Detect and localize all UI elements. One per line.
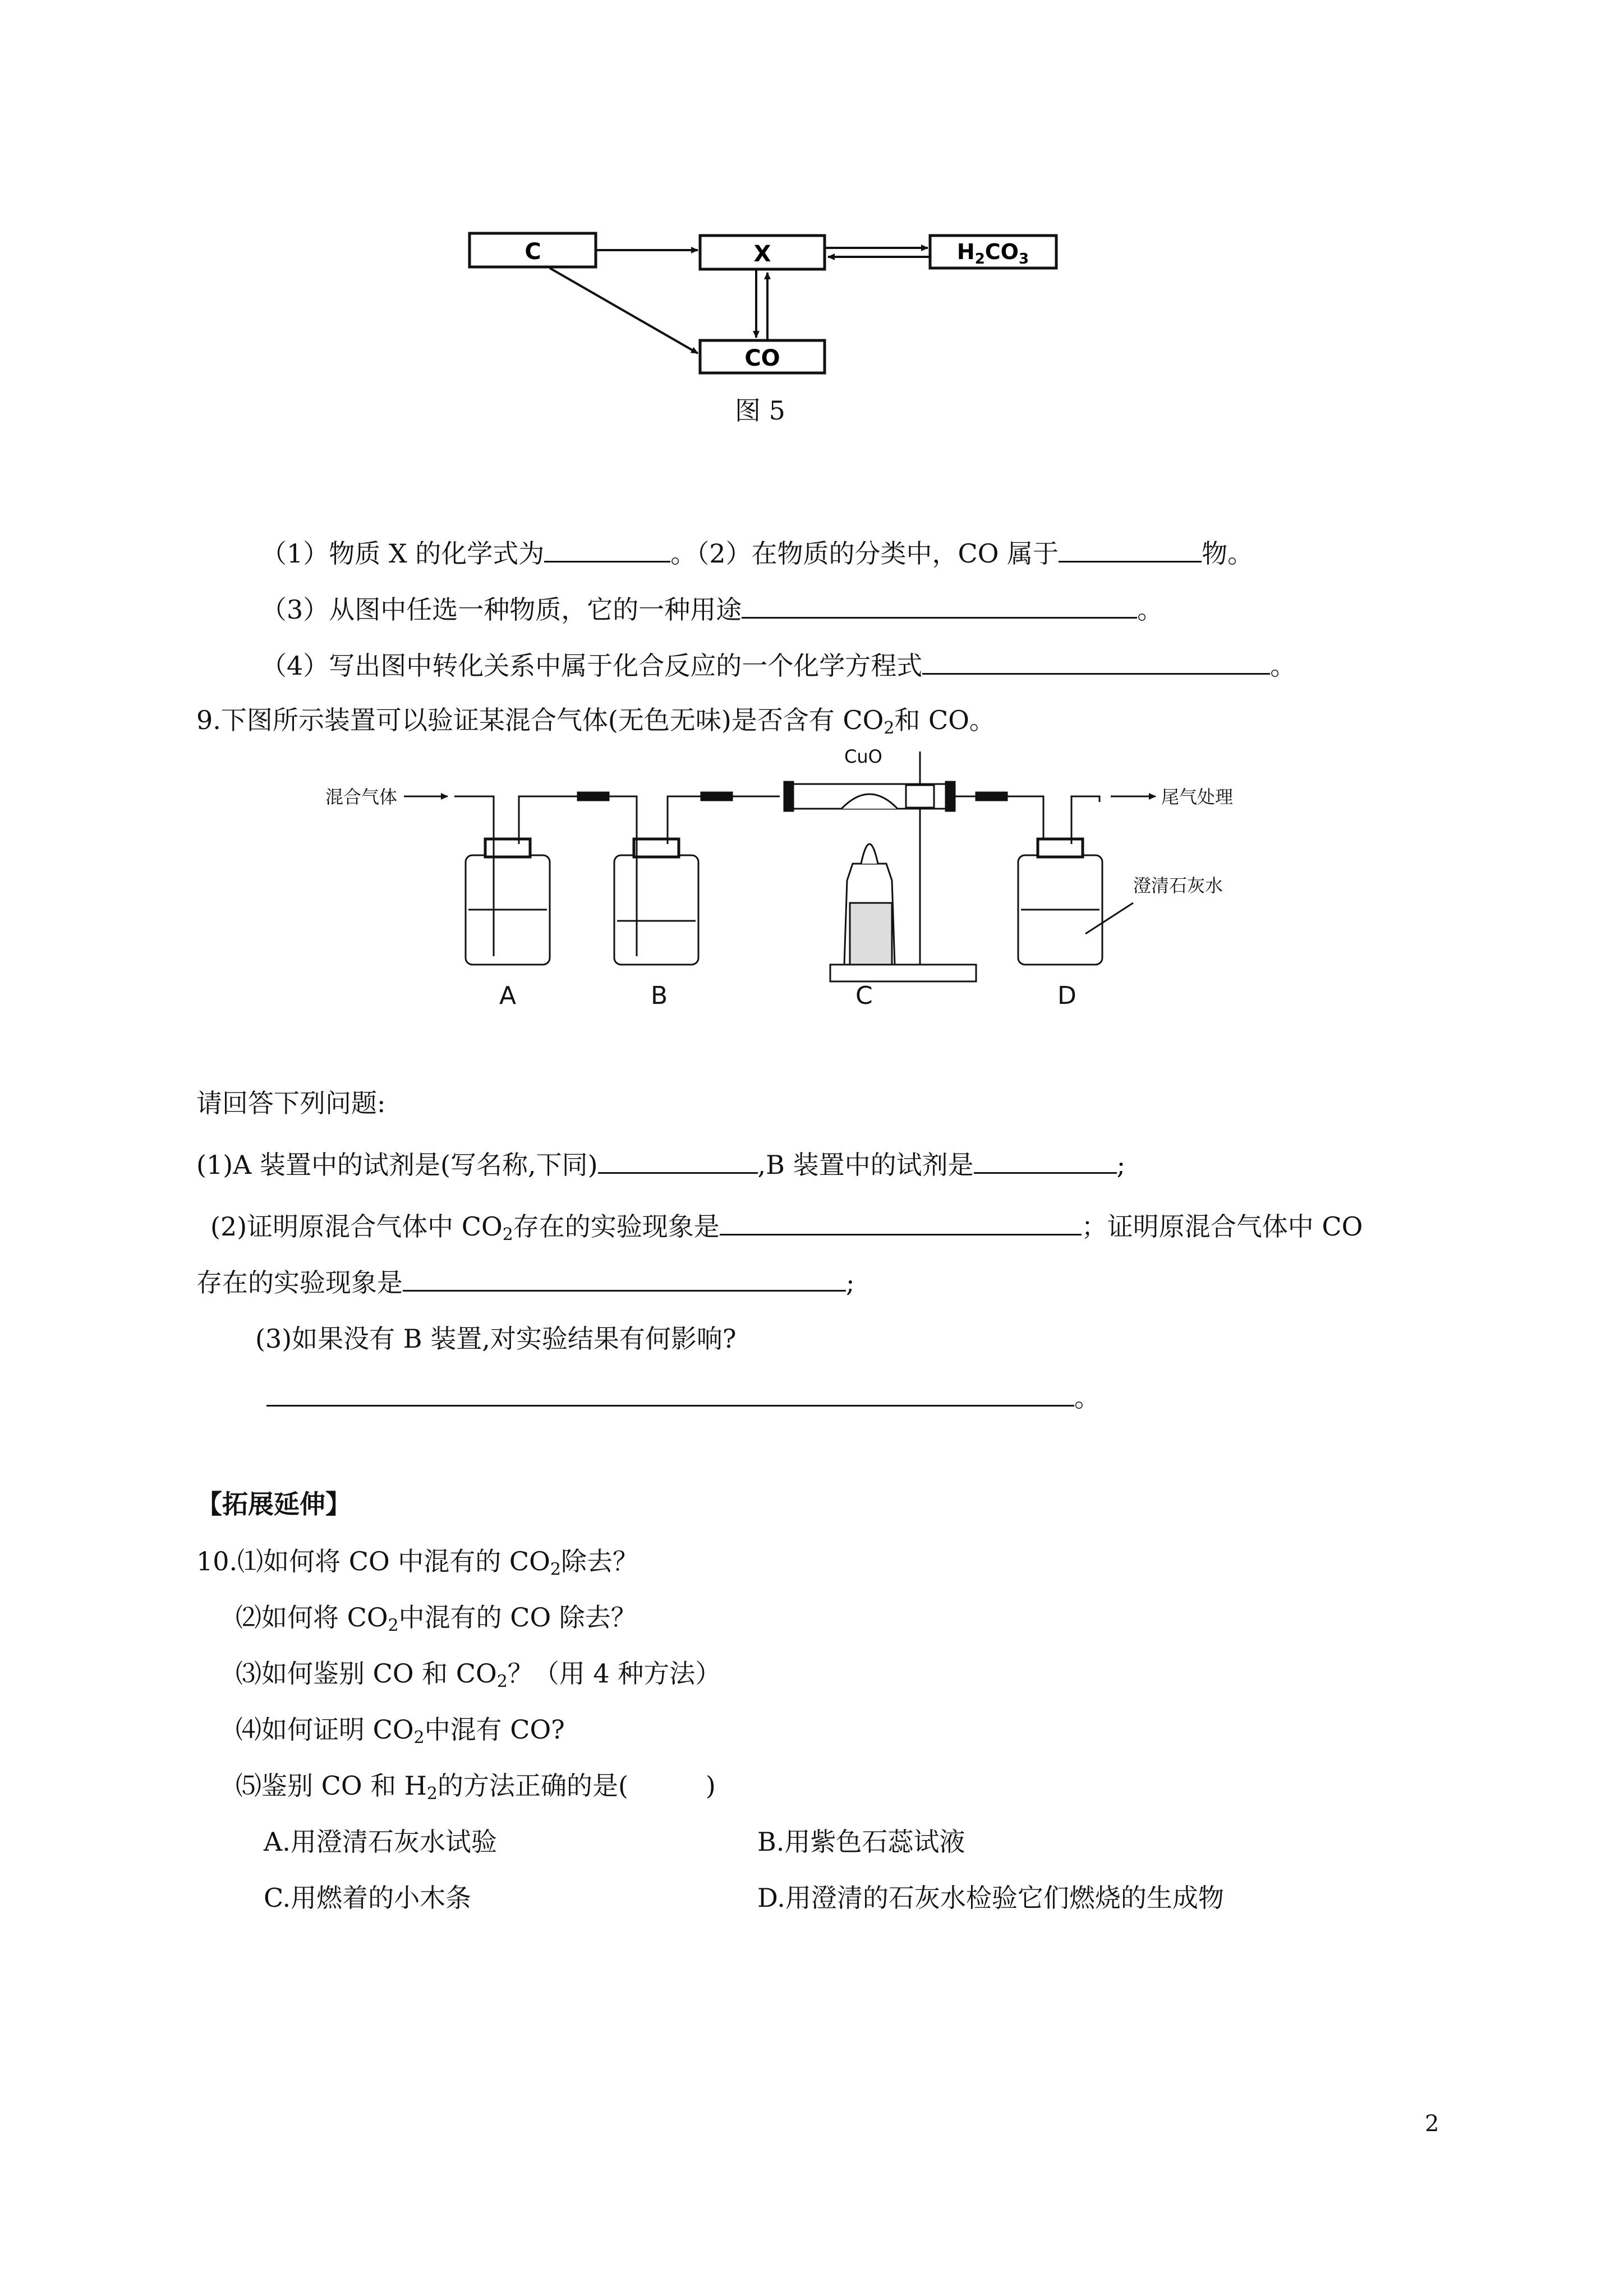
extension-heading: 【拓展延伸】 [196,1489,351,1519]
figure-5-caption: 图 5 [735,395,785,426]
q9-sub-3: (3)如果没有 B 装置,对实验结果有何影响? [255,1324,737,1354]
option-c[interactable]: C.用燃着的小木条 [264,1883,472,1913]
answer-blank[interactable] [974,1144,1117,1174]
q10-5: ⑸鉴别 CO 和 $H_2$的方法正确的是( ) [236,1771,716,1804]
answer-blank[interactable] [922,645,1270,675]
box-x-label: X [753,241,771,267]
q10-1: 10.⑴如何将 CO 中混有的 $CO_2$除去？ [196,1546,638,1579]
box-c-label: C [525,239,541,265]
label-b: B [651,981,668,1009]
answer-blank[interactable] [544,533,670,563]
option-b[interactable]: B.用紫色石蕊试液 [757,1827,965,1857]
outlet-label: 尾气处理 [1161,786,1234,808]
answer-blank[interactable] [720,1206,1082,1235]
label-c: C [855,981,873,1009]
q9-sub-2: (2)证明原混合气体中 $CO_2$存在的实验现象是 ；证明原混合气体中 CO [210,1206,1363,1244]
q10-2: ⑵如何将 $CO_2$中混有的 CO 除去？ [236,1602,637,1635]
bottle-b [614,855,698,965]
label-d: D [1057,981,1076,1009]
option-a[interactable]: A.用澄清石灰水试验 [264,1827,497,1857]
q9-sub-2-cont: 存在的实验现象是 ; [196,1262,855,1301]
q8-line-3: （4）写出图中转化关系中属于化合反应的一个化学方程式 。 [261,645,1296,684]
inlet-label: 混合气体 [325,786,398,808]
arrow-c-to-co [550,268,698,353]
q9-sub-3-answer: 。 [266,1377,1100,1416]
q8-line-1: （1）物质 X 的化学式为 。（2）在物质的分类中，CO 属于 物。 [261,533,1253,571]
q10-4: ⑷如何证明 $CO_2$中混有 CO? [236,1714,565,1748]
box-h2co3-label: $H_2CO_3$ [956,239,1029,268]
q8-line-2: （3）从图中任选一种物质，它的一种用途 。 [261,589,1163,628]
q10-3: ⑶如何鉴别 CO 和 $CO_2$？（用 4 种方法） [236,1658,721,1691]
answer-blank[interactable] [1059,533,1202,563]
q9-sub-1: (1)A 装置中的试剂是(写名称,下同) ,B 装置中的试剂是 ; [196,1144,1125,1183]
cuo-label: CuO [844,746,882,767]
limewater-label: 澄清石灰水 [1133,875,1223,896]
figure-5-diagram [460,224,1077,393]
label-a: A [499,981,517,1009]
answer-blank[interactable] [598,1144,758,1174]
answer-blank[interactable] [742,589,1137,619]
box-co-label: CO [744,345,780,371]
answer-blank[interactable] [266,1377,1074,1407]
q9-prompt: 请回答下列问题: [196,1088,386,1118]
option-d[interactable]: D.用澄清的石灰水检验它们燃烧的生成物 [757,1883,1224,1913]
page-number: 2 [1425,2111,1439,2137]
q9-title: 9.下图所示装置可以验证某混合气体(无色无味)是否含有 $CO_2$和 CO。 [196,705,995,738]
experiment-apparatus [314,740,1324,1009]
answer-blank[interactable] [403,1262,846,1292]
